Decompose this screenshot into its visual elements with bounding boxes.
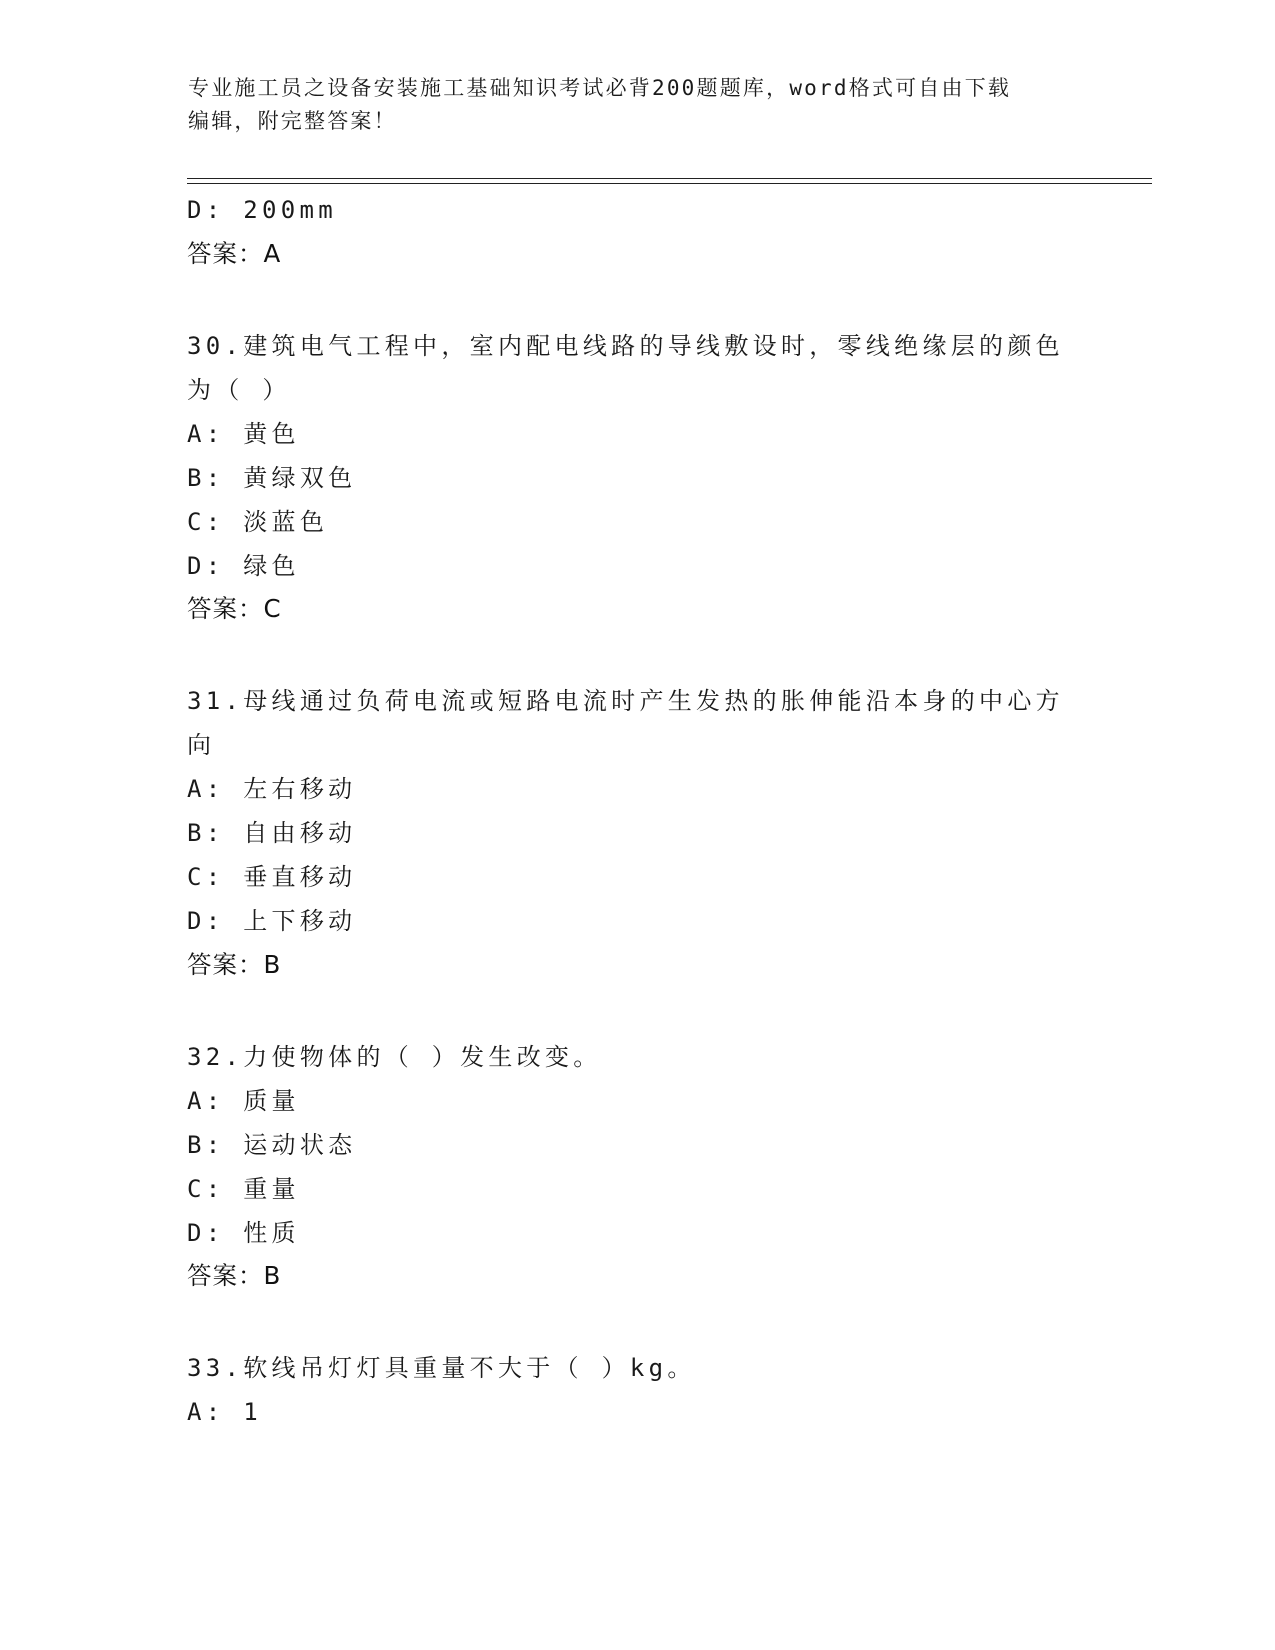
q32-answer: 答案：B bbox=[187, 1261, 282, 1290]
q30-option-a: A: 黄色 bbox=[187, 420, 300, 448]
header-rule-bottom bbox=[187, 183, 1152, 184]
q32-option-c: C: 重量 bbox=[187, 1175, 300, 1203]
page-header bbox=[188, 72, 1088, 138]
q30-stem-line-1: 30.建筑电气工程中，室内配电线路的导线敷设时，零线绝缘层的颜色 bbox=[187, 332, 1064, 360]
q32-option-b: B: 运动状态 bbox=[187, 1131, 357, 1159]
q30-option-b: B: 黄绿双色 bbox=[187, 464, 357, 492]
q33-stem-line-1: 33.软线吊灯灯具重量不大于（ ）kg。 bbox=[187, 1354, 696, 1382]
q31-stem-line-1: 31.母线通过负荷电流或短路电流时产生发热的胀伸能沿本身的中心方 bbox=[187, 687, 1064, 715]
q29-option-d: D: 200mm bbox=[187, 196, 337, 224]
q32-stem-line-1: 32.力使物体的（ ）发生改变。 bbox=[187, 1043, 602, 1071]
q31-option-c: C: 垂直移动 bbox=[187, 863, 357, 891]
q29-answer: 答案：A bbox=[187, 239, 282, 268]
q31-option-d: D: 上下移动 bbox=[187, 907, 357, 935]
q32-option-a: A: 质量 bbox=[187, 1087, 300, 1115]
q31-stem-line-2: 向 bbox=[187, 731, 216, 759]
header-rule-top bbox=[187, 178, 1152, 179]
q30-answer: 答案：C bbox=[187, 594, 282, 623]
q31-answer: 答案：B bbox=[187, 950, 282, 979]
q30-stem-line-2: 为（ ） bbox=[187, 376, 291, 404]
header-title-line-2: 编辑，附完整答案！ bbox=[188, 109, 397, 133]
q33-option-a: A: 1 bbox=[187, 1398, 262, 1426]
header-title-line-1: 专业施工员之设备安装施工基础知识考试必背200题题库，word格式可自由下载 bbox=[188, 76, 1012, 100]
q30-option-c: C: 淡蓝色 bbox=[187, 508, 329, 536]
q31-option-b: B: 自由移动 bbox=[187, 819, 357, 847]
q30-option-d: D: 绿色 bbox=[187, 552, 300, 580]
q31-option-a: A: 左右移动 bbox=[187, 775, 357, 803]
q32-option-d: D: 性质 bbox=[187, 1219, 300, 1247]
